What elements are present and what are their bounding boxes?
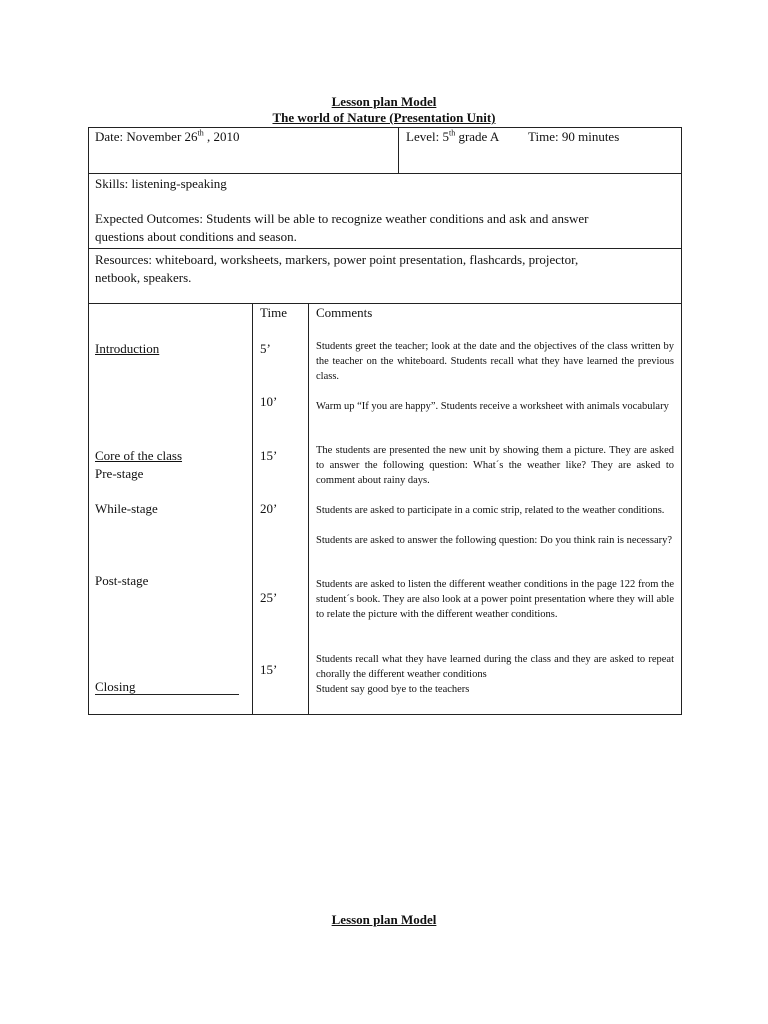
table-divider (308, 303, 309, 714)
outcomes-text: questions about conditions and season. (95, 229, 297, 244)
comment-text: Students are asked to listen the different weather conditions in the page 122 from the student´s book. They are also look at a power point presentation where they will able to relate the picture with the different weather conditions. (316, 579, 674, 620)
stage-while: While-stage (95, 501, 158, 516)
table-border-bottom (88, 714, 682, 715)
comment-text: The students are presented the new unit by showing them a picture. They are asked to answer the following question: What´s the weather like? They are asked to comment about rainy days. (316, 445, 674, 486)
stage-post: Post-stage (95, 573, 149, 588)
skills-text: Skills: listening-speaking (95, 176, 227, 191)
table-divider (88, 173, 682, 174)
page-title: Lesson plan Model (331, 94, 437, 109)
level-field: Level: 5th grade A (406, 128, 500, 144)
time-field: Time: 90 minutes (528, 129, 620, 144)
outcomes-text: Expected Outcomes: Students will be able to recognize weather conditions and ask and answer (95, 211, 589, 226)
table-divider (88, 248, 682, 249)
time-value: 15’ (260, 448, 278, 463)
time-column-header: Time (260, 305, 287, 320)
comment-text: Students greet the teacher; look at the date and the objectives of the class written by the teacher on the whiteboard. Students recall what they have learned the previous class. (316, 341, 674, 382)
stage-core: Core of the class (95, 448, 183, 463)
table-divider (252, 303, 253, 714)
time-value: 20’ (260, 501, 278, 516)
date-field: Date: November 26th , 2010 (95, 128, 240, 144)
stage-closing: Closing (95, 679, 136, 694)
next-page-title: Lesson plan Model (331, 912, 437, 927)
comment-text: Students are asked to answer the following question: Do you think rain is necessary? (316, 535, 673, 546)
closing-underline (95, 694, 239, 695)
resources-text: Resources: whiteboard, worksheets, markers, power point presentation, flashcards, projector, (95, 252, 579, 267)
time-value: 25’ (260, 590, 278, 605)
time-value: 15’ (260, 662, 278, 677)
comment-text: Student say good bye to the teachers (316, 684, 470, 695)
stage-pre: Pre-stage (95, 466, 144, 481)
time-value: 10’ (260, 394, 278, 409)
comment-text: Warm up “If you are happy”. Students receive a worksheet with animals vocabulary (316, 401, 669, 412)
table-divider (88, 303, 682, 304)
resources-text: netbook, speakers. (95, 270, 192, 285)
table-border-left (88, 127, 89, 714)
table-divider (398, 127, 399, 173)
comment-text: Students recall what they have learned during the class and they are asked to repeat chorally the different weather conditions (316, 654, 674, 680)
table-border-right (681, 127, 682, 714)
page-subtitle: The world of Nature (Presentation Unit) (272, 110, 496, 125)
comments-column-header: Comments (316, 305, 373, 320)
time-value: 5’ (260, 341, 271, 356)
comment-text: Students are asked to participate in a comic strip, related to the weather conditions. (316, 505, 665, 516)
stage-introduction: Introduction (95, 341, 160, 356)
